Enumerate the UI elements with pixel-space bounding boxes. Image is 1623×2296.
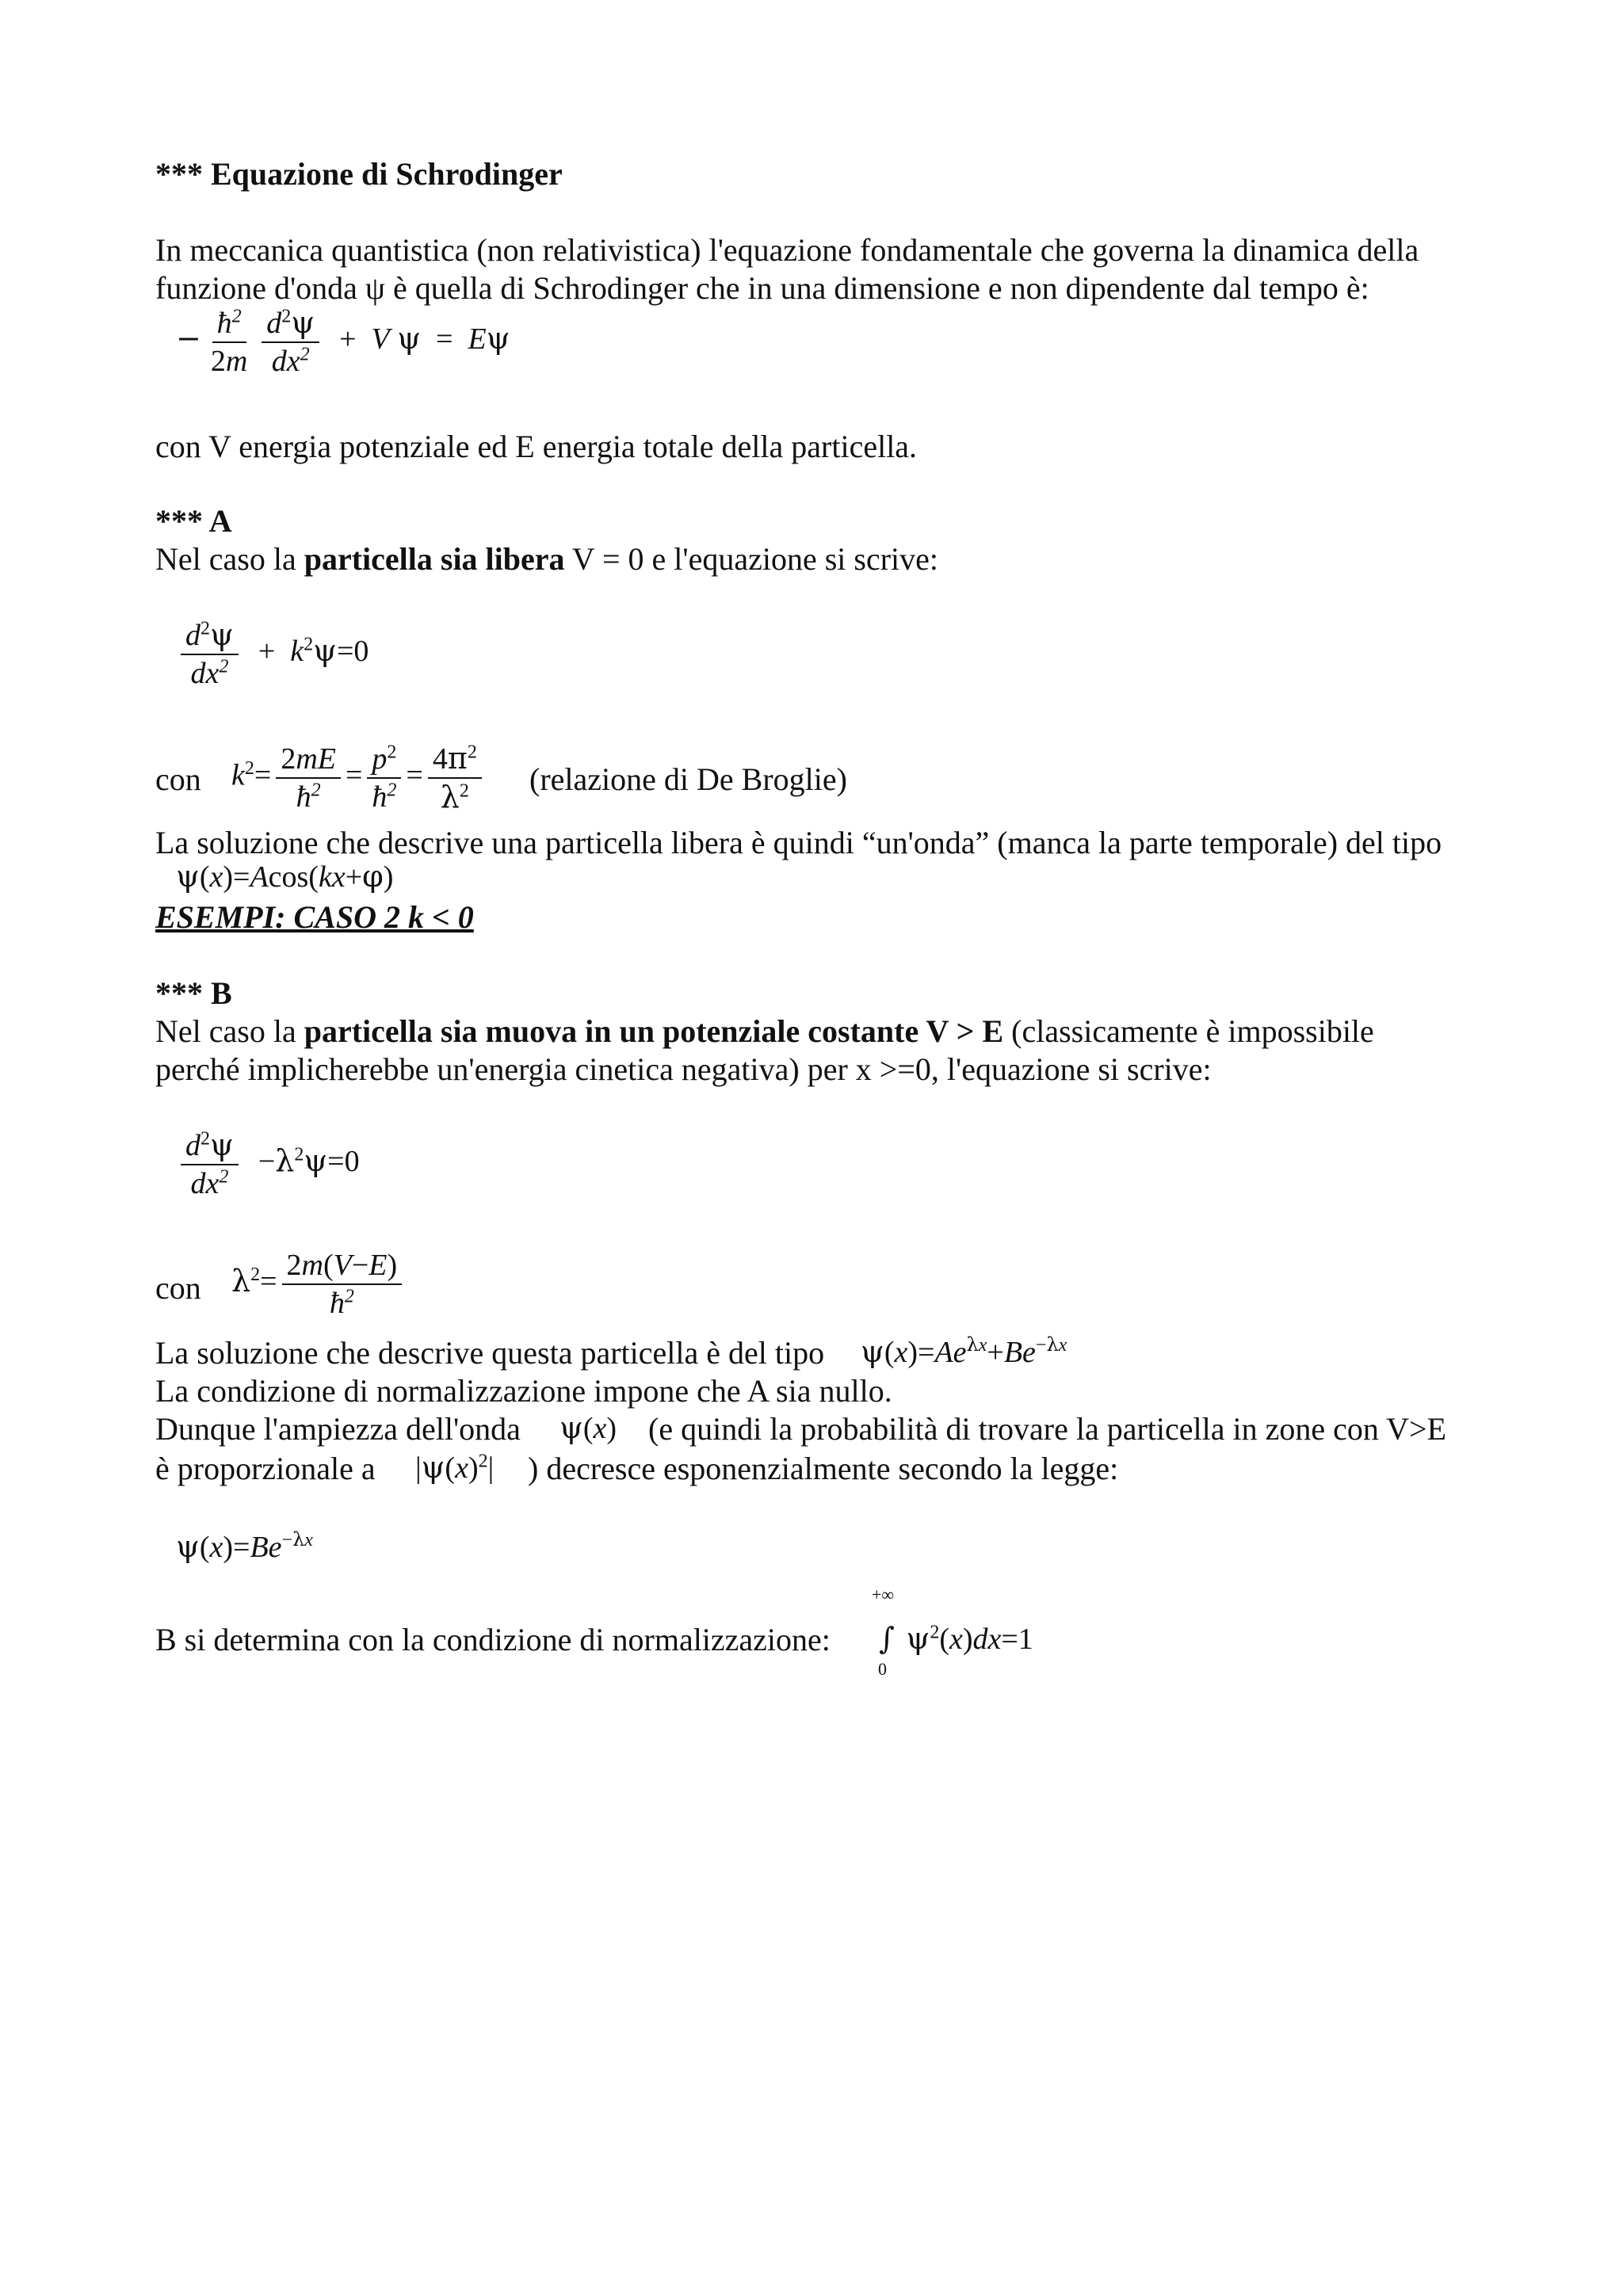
determine-line: B si determina con la condizione di normalizzazione: [155, 1622, 831, 1657]
free-particle-solution: ψ(x)=Acos(kx+φ) [176, 859, 394, 894]
decay-law: $\psi(x)=Be^{-\lambda x}$ [176, 1528, 313, 1564]
section-b-line-1: Nel caso la particella sia muova in un potenziale costante V > E (classicamente è impossibile [155, 1013, 1374, 1049]
section-b-solution-line: La soluzione che descrive questa particella è del tipo [155, 1335, 825, 1371]
section-b-heading: *** B [155, 975, 232, 1011]
section-b-line-2: perché implicherebbe un'energia cinetica negativa) per x >=0, l'equazione si scrive: [155, 1051, 1212, 1087]
potential-equation: $\frac{d^2\psi}{dx^2}$ $-\lambda^2\psi=0$ [176, 1127, 360, 1202]
normalization-line: La condizione di normalizzazione impone che A sia nullo. [155, 1373, 892, 1409]
proportional-line: è proporzionale a [155, 1451, 376, 1486]
amplitude-symbol: ψ(x) [559, 1410, 617, 1445]
de-broglie-label: (relazione di De Broglie) [529, 761, 847, 797]
page-title: *** Equazione di Schrodinger [155, 156, 563, 192]
amplitude-line: Dunque l'ampiezza dell'onda [155, 1411, 521, 1447]
intro-line-1: In meccanica quantistica (non relativistica) l'equazione fondamentale che governa la dinamica della [155, 232, 1419, 268]
section-a-solution-line: La soluzione che descrive una particella libera è quindi “un'onda” (manca la parte temporale) del tipo [155, 825, 1442, 860]
general-solution: $\psi(x)=Ae^{\lambda x}+Be^{-\lambda x}$ [861, 1333, 1067, 1369]
free-particle-equation: $\frac{d^2\psi}{dx^2}$ + $k^2\psi=0$ [176, 616, 369, 692]
section-b-con: con [155, 1270, 201, 1306]
intro-after: con V energia potenziale ed E energia totale della particella. [155, 429, 918, 464]
examples-link[interactable]: ESEMPI: CASO 2 k < 0 [155, 899, 474, 935]
proportional-line-cont: ) decresce esponenzialmente secondo la legge: [528, 1451, 1119, 1486]
intro-line-2: funzione d'onda ψ è quella di Schrodinger che in una dimensione e non dipendente dal tempo è: [155, 270, 1369, 306]
lambda-definition: $\lambda^2=$ $\frac{2m(V-E)}{ħ^2}$ [231, 1247, 407, 1322]
normalization-integral: +∞ ∫ 0 $\psi^2(x)dx=1$ [872, 1585, 1033, 1679]
section-a-con: con [155, 761, 201, 797]
section-a-heading: *** A [155, 503, 232, 539]
de-broglie-relation: $k^2=$ $\frac{2mE}{ħ^2}$ = $\frac{p^2}{ħ^2}$ = $\frac{4\pi^2}{\lambda^2}$ [231, 740, 487, 816]
amplitude-line-cont: (e quindi la probabilità di trovare la particella in zone con V>E [648, 1411, 1447, 1447]
probability-density: $|\psi(x)^2|$ [415, 1450, 495, 1485]
schrodinger-equation: − $\frac{ħ^2}{2m}$ $\frac{d^2\psi}{dx^2}$ + V ψ = Eψ [176, 305, 510, 378]
section-a-line-1: Nel caso la particella sia libera V = 0 e l'equazione si scrive: [155, 541, 939, 577]
